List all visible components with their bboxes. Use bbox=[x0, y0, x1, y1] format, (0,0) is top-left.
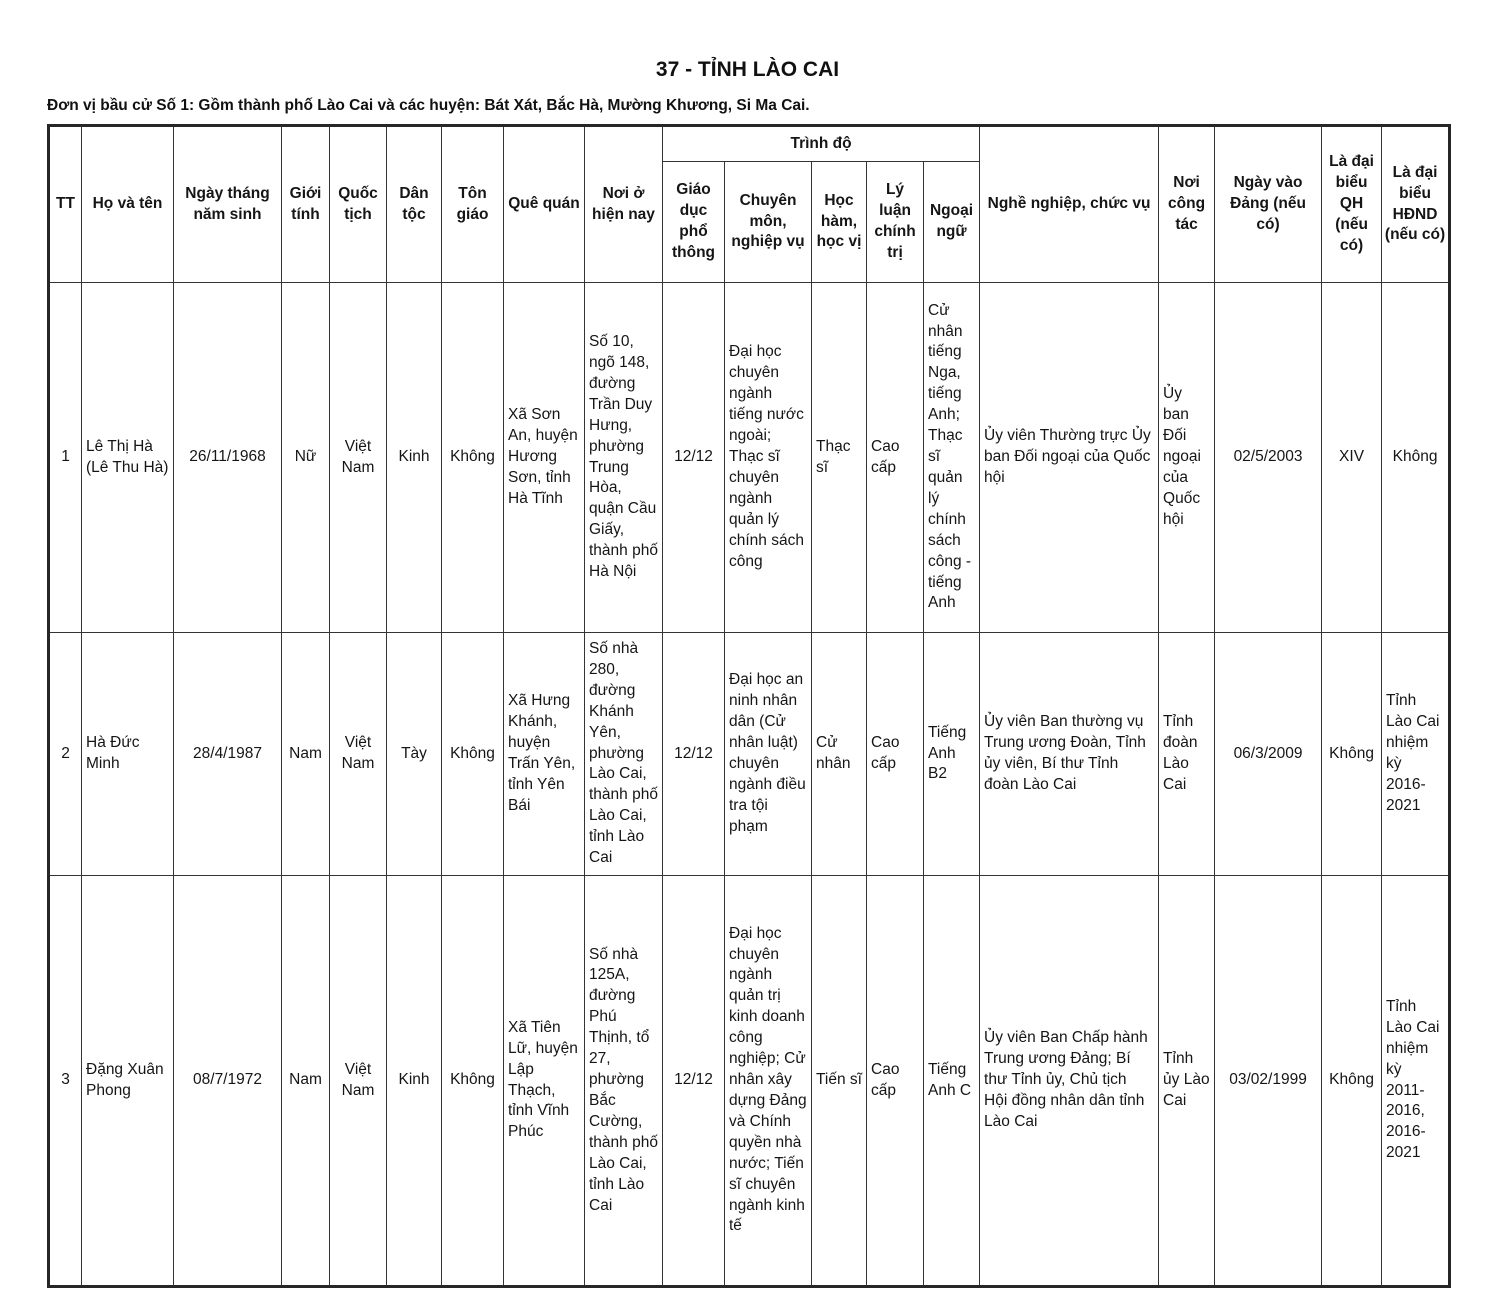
col-header-ngay-sinh: Ngày tháng năm sinh bbox=[174, 126, 282, 283]
cell-noi-o-hien-nay: Số nhà 280, đường Khánh Yên, phường Lào Cai, thành phố Lào Cai, tỉnh Lào Cai bbox=[585, 633, 663, 876]
cell-ly-luan-chinh-tri: Cao cấp bbox=[867, 633, 924, 876]
cell-ngay-vao-dang: 03/02/1999 bbox=[1215, 876, 1322, 1287]
cell-ho-va-ten: Lê Thị Hà (Lê Thu Hà) bbox=[82, 283, 174, 633]
col-header-ton-giao: Tôn giáo bbox=[442, 126, 504, 283]
cell-ngay-sinh: 26/11/1968 bbox=[174, 283, 282, 633]
table-row-3 bbox=[49, 876, 1450, 1287]
cell-quoc-tich: Việt Nam bbox=[330, 633, 387, 876]
cell-tt: 1 bbox=[49, 283, 82, 633]
candidates-table bbox=[47, 124, 1451, 1288]
col-header-nghe-nghiep-chuc-vu: Nghề nghiệp, chức vụ bbox=[980, 126, 1159, 283]
cell-noi-cong-tac: Ủy ban Đối ngoại của Quốc hội bbox=[1159, 283, 1215, 633]
cell-gioi-tinh: Nữ bbox=[282, 283, 330, 633]
table-body bbox=[49, 283, 1450, 1287]
cell-que-quan: Xã Tiên Lữ, huyện Lập Thạch, tỉnh Vĩnh Phúc bbox=[504, 876, 585, 1287]
cell-nghe-nghiep-chuc-vu: Ủy viên Ban Chấp hành Trung ương Đảng; Bí thư Tỉnh ủy, Chủ tịch Hội đồng nhân dân tỉnh Lào Cai bbox=[980, 876, 1159, 1287]
cell-chuyen-mon-nghiep-vu: Đại học chuyên ngành tiếng nước ngoài; Thạc sĩ chuyên ngành quản lý chính sách công bbox=[725, 283, 812, 633]
cell-giao-duc-pho-thong: 12/12 bbox=[663, 876, 725, 1287]
cell-ngoai-ngu: Cử nhân tiếng Nga, tiếng Anh; Thạc sĩ quản lý chính sách công - tiếng Anh bbox=[924, 283, 980, 633]
cell-ngay-vao-dang: 06/3/2009 bbox=[1215, 633, 1322, 876]
cell-gioi-tinh: Nam bbox=[282, 876, 330, 1287]
cell-dan-toc: Tày bbox=[387, 633, 442, 876]
col-header-ngay-vao-dang: Ngày vào Đảng (nếu có) bbox=[1215, 126, 1322, 283]
cell-dai-bieu-hdnd: Tỉnh Lào Cai nhiệm kỳ 2016-2021 bbox=[1382, 633, 1450, 876]
cell-nghe-nghiep-chuc-vu: Ủy viên Thường trực Ủy ban Đối ngoại của Quốc hội bbox=[980, 283, 1159, 633]
cell-ly-luan-chinh-tri: Cao cấp bbox=[867, 876, 924, 1287]
col-header-ho-va-ten: Họ và tên bbox=[82, 126, 174, 283]
cell-dai-bieu-qh: XIV bbox=[1322, 283, 1382, 633]
cell-ngoai-ngu: Tiếng Anh C bbox=[924, 876, 980, 1287]
col-header-dai-bieu-hdnd: Là đại biểu HĐND (nếu có) bbox=[1382, 126, 1450, 283]
table-header bbox=[49, 126, 1450, 283]
col-header-tt: TT bbox=[49, 126, 82, 283]
table-row-1 bbox=[49, 283, 1450, 633]
cell-ngay-sinh: 08/7/1972 bbox=[174, 876, 282, 1287]
cell-dai-bieu-hdnd: Tỉnh Lào Cai nhiệm kỳ 2011-2016, 2016-2021 bbox=[1382, 876, 1450, 1287]
cell-giao-duc-pho-thong: 12/12 bbox=[663, 633, 725, 876]
cell-dai-bieu-hdnd: Không bbox=[1382, 283, 1450, 633]
cell-ho-va-ten: Hà Đức Minh bbox=[82, 633, 174, 876]
cell-noi-o-hien-nay: Số nhà 125A, đường Phú Thịnh, tổ 27, phường Bắc Cường, thành phố Lào Cai, tỉnh Lào Cai bbox=[585, 876, 663, 1287]
cell-dai-bieu-qh: Không bbox=[1322, 633, 1382, 876]
cell-ngay-sinh: 28/4/1987 bbox=[174, 633, 282, 876]
table-row-2 bbox=[49, 633, 1450, 876]
col-header-hoc-ham-hoc-vi: Học hàm, học vị bbox=[812, 162, 867, 283]
cell-noi-cong-tac: Tỉnh đoàn Lào Cai bbox=[1159, 633, 1215, 876]
cell-ly-luan-chinh-tri: Cao cấp bbox=[867, 283, 924, 633]
cell-chuyen-mon-nghiep-vu: Đại học an ninh nhân dân (Cử nhân luật) chuyên ngành điều tra tội phạm bbox=[725, 633, 812, 876]
col-group-header-trinh-do: Trình độ bbox=[663, 126, 980, 162]
cell-gioi-tinh: Nam bbox=[282, 633, 330, 876]
page-title: 37 - TỈNH LÀO CAI bbox=[655, 58, 840, 81]
cell-giao-duc-pho-thong: 12/12 bbox=[663, 283, 725, 633]
cell-chuyen-mon-nghiep-vu: Đại học chuyên ngành quản trị kinh doanh công nghiệp; Cử nhân xây dựng Đảng và Chính quyền nhà nước; Tiến sĩ chuyên ngành kinh tế bbox=[725, 876, 812, 1287]
cell-ngoai-ngu: Tiếng Anh B2 bbox=[924, 633, 980, 876]
col-header-giao-duc-pho-thong: Giáo dục phổ thông bbox=[663, 162, 725, 283]
cell-dai-bieu-qh: Không bbox=[1322, 876, 1382, 1287]
col-header-noi-cong-tac: Nơi công tác bbox=[1159, 126, 1215, 283]
col-header-chuyen-mon-nghiep-vu: Chuyên môn, nghiệp vụ bbox=[725, 162, 812, 283]
cell-quoc-tich: Việt Nam bbox=[330, 283, 387, 633]
cell-hoc-ham-hoc-vi: Cử nhân bbox=[812, 633, 867, 876]
cell-ton-giao: Không bbox=[442, 876, 504, 1287]
cell-ngay-vao-dang: 02/5/2003 bbox=[1215, 283, 1322, 633]
col-header-dai-bieu-qh: Là đại biểu QH (nếu có) bbox=[1322, 126, 1382, 283]
cell-que-quan: Xã Hưng Khánh, huyện Trấn Yên, tỉnh Yên Bái bbox=[504, 633, 585, 876]
table-header-row-top bbox=[49, 126, 1450, 162]
col-header-noi-o-hien-nay: Nơi ở hiện nay bbox=[585, 126, 663, 283]
cell-nghe-nghiep-chuc-vu: Ủy viên Ban thường vụ Trung ương Đoàn, Tỉnh ủy viên, Bí thư Tỉnh đoàn Lào Cai bbox=[980, 633, 1159, 876]
cell-ho-va-ten: Đặng Xuân Phong bbox=[82, 876, 174, 1287]
cell-ton-giao: Không bbox=[442, 283, 504, 633]
election-unit-subtitle: Đơn vị bầu cử Số 1: Gồm thành phố Lào Cai và các huyện: Bát Xát, Bắc Hà, Mường Khương, Si Ma Cai. bbox=[47, 97, 810, 114]
col-header-quoc-tich: Quốc tịch bbox=[330, 126, 387, 283]
col-header-que-quan: Quê quán bbox=[504, 126, 585, 283]
cell-que-quan: Xã Sơn An, huyện Hương Sơn, tỉnh Hà Tĩnh bbox=[504, 283, 585, 633]
cell-hoc-ham-hoc-vi: Tiến sĩ bbox=[812, 876, 867, 1287]
cell-quoc-tich: Việt Nam bbox=[330, 876, 387, 1287]
cell-ton-giao: Không bbox=[442, 633, 504, 876]
col-header-gioi-tinh: Giới tính bbox=[282, 126, 330, 283]
cell-tt: 3 bbox=[49, 876, 82, 1287]
col-header-ngoai-ngu: Ngoại ngữ bbox=[924, 162, 980, 283]
col-header-dan-toc: Dân tộc bbox=[387, 126, 442, 283]
cell-tt: 2 bbox=[49, 633, 82, 876]
cell-hoc-ham-hoc-vi: Thạc sĩ bbox=[812, 283, 867, 633]
cell-noi-cong-tac: Tỉnh ủy Lào Cai bbox=[1159, 876, 1215, 1287]
col-header-ly-luan-chinh-tri: Lý luận chính trị bbox=[867, 162, 924, 283]
cell-dan-toc: Kinh bbox=[387, 876, 442, 1287]
cell-noi-o-hien-nay: Số 10, ngõ 148, đường Trần Duy Hưng, phường Trung Hòa, quận Cầu Giấy, thành phố Hà Nội bbox=[585, 283, 663, 633]
cell-dan-toc: Kinh bbox=[387, 283, 442, 633]
